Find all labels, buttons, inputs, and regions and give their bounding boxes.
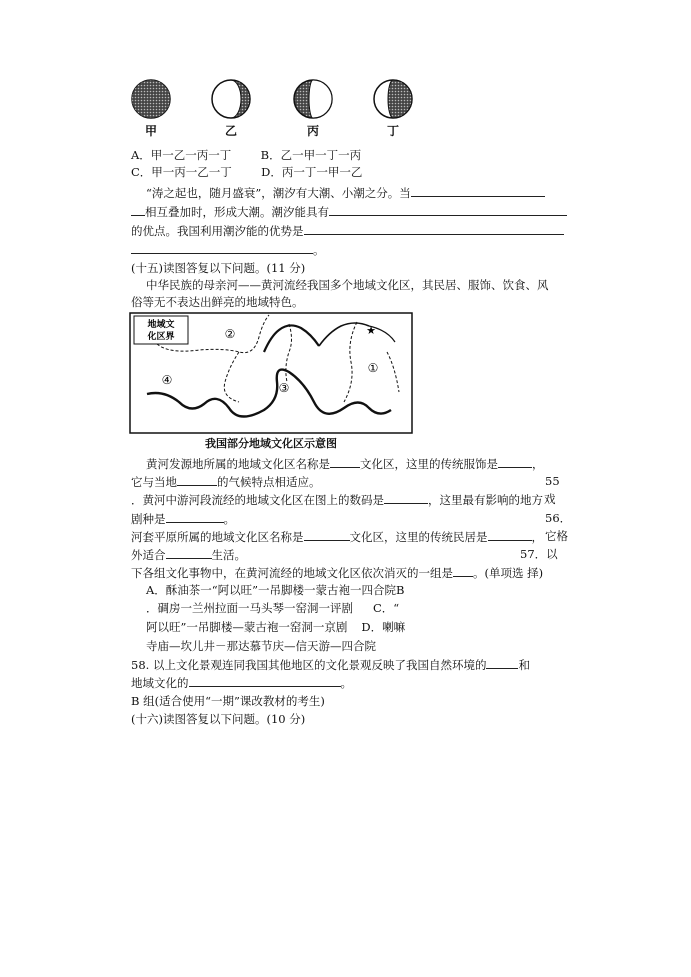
group-b-heading: B 组(适合使用“一期”课改教材的考生): [131, 694, 325, 708]
q56-text-c: ，: [531, 530, 543, 544]
q56-line-1: [131, 528, 543, 545]
q57-option-2-text: ．碉房一兰州拉面一马头琴一窑洞一评剧: [146, 601, 353, 615]
section-15-intro-2: 俗等无不表达出鲜亮的地域特色。: [131, 295, 304, 309]
moon-label-yi: 乙: [224, 124, 237, 138]
q56-text-a: 河套平原所属的地域文化区名称是: [131, 530, 304, 544]
tide-line-1: [146, 184, 545, 201]
q55-line-1: [131, 491, 543, 508]
tide-text-1: “涛之起也，随月盛衰”，潮汐有大潮、小潮之分。当: [146, 186, 411, 200]
q58-line-1: [131, 656, 530, 673]
q56-number: 56．: [545, 511, 572, 525]
q54-text-e: 的气候特点相适应。: [217, 475, 321, 489]
cultural-region-map: [129, 312, 413, 434]
q55-text-b: ，这里最有影响的地方: [428, 493, 543, 507]
q57-line-1: [131, 564, 543, 581]
moon-label-jia: 甲: [144, 124, 157, 138]
blank-tide-2: [329, 203, 567, 216]
blank-tide-1: [411, 184, 545, 197]
q55-number: 55: [545, 474, 560, 488]
q57-option-2: [146, 600, 399, 616]
q55-text-e: 。: [223, 512, 235, 526]
q56-text-b: 文化区，这里的传统民居是: [349, 530, 488, 544]
moon-phase-figure: [128, 78, 428, 140]
q54-line-2: [131, 473, 321, 490]
q57-number: 57．以: [520, 547, 558, 561]
blank-tide-4: [131, 241, 313, 254]
moon-phase-ding: [370, 78, 416, 122]
q55-text-c: 戏: [544, 492, 556, 506]
option-b: B．乙一甲一丁一丙: [260, 148, 362, 162]
blank-q54-2: [498, 455, 532, 468]
q54-text-d: 它与当地: [131, 475, 177, 489]
tide-line-4: [131, 241, 325, 258]
q58-text-b: 和: [518, 658, 530, 672]
q54-text-a: 黄河发源地所属的地域文化区名称是: [146, 457, 330, 471]
blank-tide-3: [304, 222, 564, 235]
moon-phase-jia: [128, 78, 174, 122]
option-d: D．丙一丁一甲一乙: [261, 165, 363, 179]
tide-text-3: 的优点。我国利用潮汐能的优势是: [131, 224, 304, 238]
map-legend-line-2: 化区界: [147, 332, 175, 342]
star-marker: ★: [366, 324, 376, 337]
q56-text-f: 生活。: [211, 548, 246, 562]
blank-q54-1: [330, 455, 360, 468]
blank-q58-2: [189, 674, 341, 687]
q57-option-3: [146, 619, 405, 635]
blank-q56-2: [488, 528, 532, 541]
q55-line-2: [131, 510, 235, 527]
q56-text-e: 外适合: [131, 548, 166, 562]
moon-phase-yi: [208, 78, 254, 122]
q54-text-c: ，: [532, 457, 544, 471]
blank-q57: [453, 564, 473, 577]
option-a: A．甲一乙一丙一丁: [131, 148, 232, 162]
q57-text-a: 下各组文化事物中，在黄河流经的地域文化区依次消灭的一组是: [131, 566, 453, 580]
q58-text-d: 。: [340, 676, 352, 690]
q55-text-a: ．黄河中游河段流经的地域文化区在图上的数码是: [131, 493, 384, 507]
option-row-1: [131, 147, 361, 163]
blank-q58-1: [486, 656, 518, 669]
blank-q54-3: [177, 473, 217, 486]
region-label-2: ②: [224, 327, 236, 341]
q57-option-1: A．酥油茶一“阿以旺”一吊脚楼一蒙古袍一四合院B: [146, 583, 405, 597]
option-row-2: [131, 164, 362, 180]
moon-phase-bing: [290, 78, 336, 122]
q58-line-2: [131, 674, 352, 691]
tide-line-3: [131, 222, 564, 239]
q57-text-b: 。(单项选 择): [473, 566, 544, 580]
blank-q55-2: [166, 510, 224, 523]
q57-option-2b-text: C．“: [373, 601, 400, 615]
tide-text-4: 。: [313, 243, 325, 257]
map-caption: 我国部分地域文化区示意图: [205, 437, 337, 450]
q58-text-a: 58. 以上文化景观连同我国其他地区的文化景观反映了我国自然环境的: [131, 658, 487, 672]
q56-line-2: [131, 546, 246, 563]
option-c: C．甲一丙一乙一丁: [131, 165, 232, 179]
section-16-title: (十六)读图答复以下问题。(10 分): [131, 712, 306, 726]
q57-option-3b-text: D．喇嘛: [361, 620, 406, 634]
blank-q56-3: [166, 546, 212, 559]
q54-line-1: [146, 455, 544, 472]
moon-label-ding: 丁: [386, 124, 399, 138]
blank-q55-1: [384, 491, 428, 504]
q55-text-d: 剧种是: [131, 512, 166, 526]
section-15-intro-1: 中华民族的母亲河——黄河流经我国多个地域文化区，其民居、服饰、饮食、风: [146, 278, 549, 292]
q56-text-d: 它格: [545, 529, 568, 543]
map-legend-line-1: 地域文: [147, 320, 175, 330]
q57-option-3-text: 阿以旺”一吊脚楼—蒙古袍一窑洞一京剧: [146, 620, 348, 634]
tide-line-2: [131, 203, 567, 220]
region-label-1: ①: [367, 361, 379, 375]
region-label-4: ④: [161, 373, 173, 387]
moon-label-bing: 丙: [306, 124, 319, 138]
section-15-title: (十五)读图答复以下问题。(11 分): [131, 261, 306, 275]
blank-tide-1b: [131, 203, 145, 216]
q57-option-4: 寺庙—坎儿井－那达慕节庆—信天游—四合院: [146, 639, 376, 653]
q54-text-b: 文化区，这里的传统服饰是: [360, 457, 498, 471]
blank-q56-1: [304, 528, 350, 541]
tide-text-2: 相互叠加时，形成大潮。潮汐能具有: [145, 205, 329, 219]
q58-text-c: 地域文化的: [131, 676, 189, 690]
region-label-3: ③: [278, 381, 290, 395]
